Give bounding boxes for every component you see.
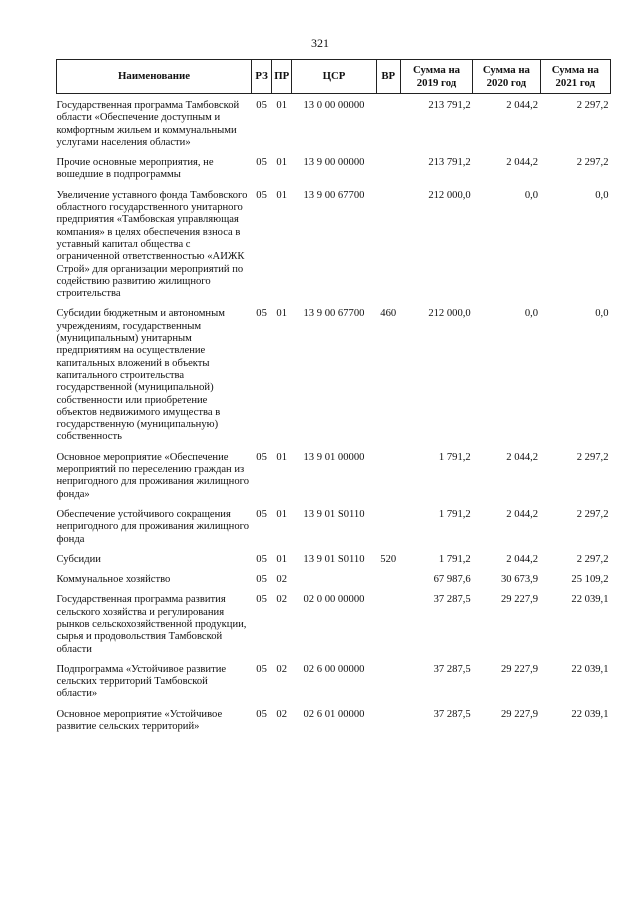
budget-table bbox=[56, 59, 611, 741]
table-row bbox=[57, 308, 611, 451]
row-sum-2021: 22 039,1 bbox=[571, 708, 609, 720]
row-sum-2021: 2 297,2 bbox=[576, 508, 609, 520]
row-sum-2019: 1 791,2 bbox=[438, 451, 471, 463]
row-vr bbox=[376, 190, 400, 309]
row-sum-2020: 0,0 bbox=[524, 189, 539, 201]
row-rz: 05 bbox=[256, 708, 267, 720]
row-name: Прочие основные мероприятия, не вошедшие в подпрограммы bbox=[56, 157, 214, 181]
row-sum-2020: 2 044,2 bbox=[506, 157, 539, 169]
row-sum-2021: 2 297,2 bbox=[576, 553, 609, 565]
row-vr bbox=[376, 664, 400, 709]
row-sum-2019: 1 791,2 bbox=[438, 508, 471, 520]
header-sum-2020: Сумма на 2020 год bbox=[473, 60, 540, 94]
row-sum-2021: 0,0 bbox=[595, 308, 609, 320]
row-pr: 02 bbox=[276, 708, 287, 720]
row-sum-2020: 2 044,2 bbox=[506, 100, 539, 111]
row-sum-2019: 37 287,5 bbox=[433, 594, 471, 606]
header-sum-2021: Сумма на 2021 год bbox=[540, 60, 610, 94]
table-row bbox=[57, 190, 611, 309]
table-header-row bbox=[57, 60, 611, 94]
table-row bbox=[57, 157, 611, 190]
header-vr: ВР bbox=[376, 60, 400, 94]
row-vr bbox=[376, 709, 400, 742]
row-sum-2021: 22 039,1 bbox=[571, 594, 609, 606]
row-csr: 02 0 00 00000 bbox=[303, 594, 365, 606]
table-row bbox=[57, 509, 611, 554]
table-row bbox=[57, 94, 611, 158]
row-rz: 05 bbox=[256, 308, 267, 320]
row-sum-2019: 212 000,0 bbox=[428, 189, 471, 201]
row-sum-2020: 29 227,9 bbox=[500, 708, 539, 720]
row-name: Государственная программа Тамбовской области «Обеспечение доступным и комфортным жильем и коммунальными услугами населения области» bbox=[56, 100, 240, 148]
row-csr: 13 0 00 00000 bbox=[303, 100, 365, 111]
header-csr: ЦСР bbox=[292, 60, 376, 94]
row-sum-2019: 212 000,0 bbox=[428, 308, 471, 320]
row-sum-2021: 0,0 bbox=[595, 189, 609, 201]
table-row bbox=[57, 574, 611, 594]
row-sum-2019: 67 987,6 bbox=[433, 574, 471, 586]
row-rz: 05 bbox=[256, 508, 267, 520]
row-sum-2020: 29 227,9 bbox=[500, 663, 539, 675]
row-vr bbox=[376, 452, 400, 509]
row-pr: 01 bbox=[276, 553, 287, 565]
row-rz: 05 bbox=[256, 574, 267, 586]
header-pr: ПР bbox=[272, 60, 292, 94]
row-pr: 01 bbox=[276, 308, 287, 320]
row-name: Увеличение уставного фонда Тамбовского областного государственного унитарного предприятия «Тамбовская управляющая компания» в целях обеспечения взноса в уставный капитал общества с ограниченной ответственностью «АИЖК Строй» для организации мероприятий по содействию развитию жилищного строительства bbox=[56, 189, 248, 300]
row-sum-2019: 37 287,5 bbox=[433, 708, 471, 720]
row-sum-2021: 2 297,2 bbox=[576, 157, 609, 169]
row-vr bbox=[376, 509, 400, 554]
row-rz: 05 bbox=[256, 663, 267, 675]
row-pr: 02 bbox=[276, 663, 287, 675]
row-sum-2021: 2 297,2 bbox=[576, 451, 609, 463]
row-sum-2019: 213 791,2 bbox=[428, 100, 471, 111]
row-rz: 05 bbox=[256, 451, 267, 463]
table-row bbox=[57, 594, 611, 663]
row-sum-2020: 2 044,2 bbox=[506, 553, 539, 565]
row-name: Подпрограмма «Устойчивое развитие сельских территорий Тамбовской области» bbox=[56, 663, 227, 700]
row-vr: 520 bbox=[380, 553, 397, 565]
row-name: Основное мероприятие «Устойчивое развитие сельских территорий» bbox=[56, 708, 223, 733]
row-vr bbox=[376, 157, 400, 190]
page-number: 321 bbox=[311, 36, 329, 50]
header-sum-2019: Сумма на 2019 год bbox=[400, 60, 472, 94]
row-sum-2021: 25 109,2 bbox=[571, 574, 609, 586]
table-row bbox=[57, 664, 611, 709]
row-name: Субсидии bbox=[56, 553, 101, 565]
row-pr: 01 bbox=[276, 100, 287, 111]
row-name: Обеспечение устойчивого сокращения непригодного для проживания жилищного фонда bbox=[56, 508, 250, 545]
row-sum-2020: 2 044,2 bbox=[506, 508, 539, 520]
row-sum-2019: 1 791,2 bbox=[438, 553, 471, 565]
row-csr: 02 6 00 00000 bbox=[303, 663, 365, 675]
table-row bbox=[57, 452, 611, 509]
row-csr: 13 9 00 67700 bbox=[303, 308, 365, 320]
table-row bbox=[57, 709, 611, 742]
row-pr: 02 bbox=[276, 594, 287, 606]
row-sum-2020: 29 227,9 bbox=[500, 594, 539, 606]
row-sum-2021: 2 297,2 bbox=[576, 100, 609, 111]
row-csr: 13 9 01 S0110 bbox=[303, 553, 365, 565]
row-csr: 13 9 01 S0110 bbox=[303, 508, 365, 520]
row-csr: 13 9 00 00000 bbox=[303, 157, 365, 169]
row-sum-2019: 213 791,2 bbox=[428, 157, 471, 169]
row-rz: 05 bbox=[256, 189, 267, 201]
row-rz: 05 bbox=[256, 553, 267, 565]
row-name: Коммунальное хозяйство bbox=[56, 574, 171, 586]
row-sum-2020: 2 044,2 bbox=[506, 451, 539, 463]
row-name: Государственная программа развития сельского хозяйства и регулирования рынков сельскохозяйственной продукции, сырья и продовольствия Тамбовской области bbox=[56, 594, 247, 655]
row-name: Основное мероприятие «Обеспечение мероприятий по переселению граждан из непригодного для проживания жилищного фонда» bbox=[56, 451, 250, 500]
row-pr: 01 bbox=[276, 508, 287, 520]
row-pr: 02 bbox=[276, 574, 287, 586]
row-sum-2020: 30 673,9 bbox=[500, 574, 539, 586]
row-csr bbox=[292, 574, 376, 594]
row-vr bbox=[376, 94, 400, 158]
row-rz: 05 bbox=[256, 100, 267, 111]
row-sum-2021: 22 039,1 bbox=[571, 663, 609, 675]
row-sum-2019: 37 287,5 bbox=[433, 663, 471, 675]
row-rz: 05 bbox=[256, 594, 267, 606]
row-csr: 13 9 00 67700 bbox=[303, 189, 365, 201]
row-name: Субсидии бюджетным и автономным учреждениям, государственным (муниципальным) унитарным предприятиям на осуществление капитальных вложений в объекты капитального строительства государственной (муниципальной) собственности или приобретение объектов недвижимого имущества в государственную (муниципальную) собственность bbox=[56, 308, 225, 443]
row-vr bbox=[376, 574, 400, 594]
row-pr: 01 bbox=[276, 451, 287, 463]
row-pr: 01 bbox=[276, 189, 287, 201]
row-vr bbox=[376, 594, 400, 663]
row-sum-2020: 0,0 bbox=[524, 308, 539, 320]
row-vr: 460 bbox=[380, 308, 397, 320]
row-pr: 01 bbox=[276, 157, 287, 169]
row-rz: 05 bbox=[256, 157, 267, 169]
table-row bbox=[57, 554, 611, 574]
header-name: Наименование bbox=[57, 60, 252, 94]
header-rz: РЗ bbox=[252, 60, 272, 94]
row-csr: 13 9 01 00000 bbox=[303, 451, 365, 463]
row-csr: 02 6 01 00000 bbox=[303, 708, 365, 720]
